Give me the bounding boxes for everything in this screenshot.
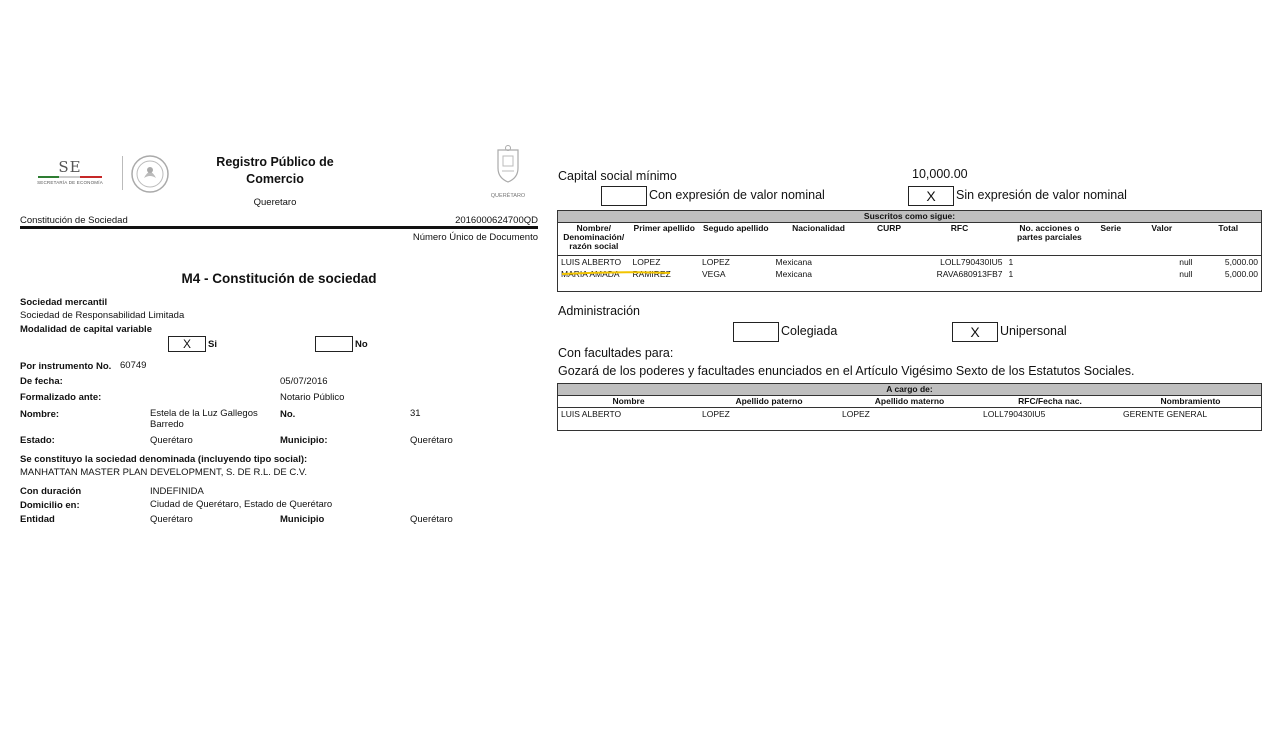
table-cell: Mexicana — [775, 269, 812, 279]
col-header: Valor — [1151, 223, 1173, 233]
notary-name-value: Estela de la Luz Gallegos Barredo — [150, 408, 258, 430]
table-cell: LOLL790430IU5 — [940, 257, 1003, 267]
capital-value: 10,000.00 — [912, 167, 968, 181]
se-logo-sub: SECRETARÍA DE ECONOMÍA — [37, 180, 103, 185]
table-row — [558, 408, 1261, 421]
constituted-label: Se constituyo la sociedad denominada (incluyendo tipo social): — [20, 454, 308, 465]
no-nominal-checkbox: X — [908, 186, 954, 206]
table-cell: 5,000.00 — [1224, 257, 1258, 267]
col-header: Nombre — [612, 396, 645, 406]
duration-label: Con duración — [20, 486, 82, 497]
table-cell: 5,000.00 — [1224, 269, 1258, 279]
in-charge-table — [557, 383, 1262, 431]
municipio2-value: Querétaro — [410, 514, 453, 525]
table-cell: LOLL790430IU5 — [983, 409, 1046, 419]
table-cell: RAVA680913FB7 — [936, 269, 1003, 279]
col-header: Serie — [1100, 223, 1122, 233]
subscribers-table — [557, 210, 1262, 292]
colegiada-label: Colegiada — [781, 324, 838, 338]
mercantile-value: Sociedad de Responsabilidad Limitada — [20, 310, 185, 321]
date-label: De fecha: — [20, 376, 63, 387]
notary-number-value: 31 — [410, 408, 421, 419]
col-header: Nombramiento — [1160, 396, 1221, 406]
queretaro-seal-label: QUERÉTARO — [490, 193, 526, 199]
entity-value: Querétaro — [150, 514, 193, 525]
se-logo-text: SE — [58, 158, 82, 176]
queretaro-seal-icon — [492, 144, 524, 188]
faculties-label: Con facultades para: — [558, 346, 674, 360]
highlight-underline — [560, 270, 672, 276]
si-label: Si — [208, 339, 217, 350]
col-header: Nombre/ Denominación/ razón social — [563, 223, 625, 251]
table-row — [558, 256, 1261, 269]
in-charge-header-row — [558, 396, 1261, 408]
nominal-checkbox — [601, 186, 647, 206]
table-cell: LOPEZ — [701, 257, 730, 267]
variable-capital-label: Modalidad de capital variable — [20, 324, 152, 335]
col-header: Nacionalidad — [792, 223, 845, 233]
table-cell: Mexicana — [775, 257, 812, 267]
subscribers-title: Suscritos como sigue: — [558, 211, 1261, 223]
unipersonal-checkbox: X — [952, 322, 998, 342]
table-cell: LOPEZ — [702, 409, 730, 419]
no-nominal-label: Sin expresión de valor nominal — [956, 188, 1127, 202]
col-header: Total — [1218, 223, 1239, 233]
table-cell: 1 — [1008, 269, 1014, 279]
estado-label: Estado: — [20, 435, 55, 446]
header-rule — [20, 226, 538, 229]
duration-value: INDEFINIDA — [150, 486, 204, 497]
in-charge-title: A cargo de: — [558, 384, 1261, 396]
table-cell: 1 — [1008, 257, 1014, 267]
notary-number-label: No. — [280, 409, 296, 420]
table-cell: null — [1179, 257, 1193, 267]
col-header: Primer apellido — [633, 223, 695, 233]
domicile-value: Ciudad de Querétaro, Estado de Querétaro — [150, 499, 333, 510]
colegiada-checkbox — [733, 322, 779, 342]
table-cell: MARIA AMADA — [561, 269, 620, 279]
nominal-label: Con expresión de valor nominal — [649, 188, 825, 202]
si-checkbox: X — [168, 336, 206, 352]
formalized-label: Formalizado ante: — [20, 392, 102, 403]
table-cell: RAMIREZ — [632, 269, 671, 279]
estado-value: Querétaro — [150, 435, 193, 446]
municipio-value: Querétaro — [410, 435, 453, 446]
subscribers-header-row — [558, 223, 1261, 256]
col-header: RFC — [950, 223, 969, 233]
no-checkbox — [315, 336, 353, 352]
instrument-label: Por instrumento No. — [20, 361, 112, 372]
faculties-value: Gozará de los poderes y facultades enunciados en el Artículo Vigésimo Sexto de los Estatutos Sociales. — [558, 364, 1135, 378]
col-header: Segudo apellido — [702, 223, 769, 233]
formalized-value: Notario Público — [280, 392, 345, 403]
table-cell: LOPEZ — [842, 409, 870, 419]
instrument-value: 60749 — [120, 360, 147, 371]
national-seal-icon — [130, 154, 170, 194]
table-cell — [865, 268, 914, 280]
table-cell: LUIS ALBERTO — [561, 257, 622, 267]
doc-number-label: Número Único de Documento — [412, 232, 538, 243]
table-cell: GERENTE GENERAL — [1123, 409, 1208, 419]
logo-divider — [122, 156, 123, 190]
date-value: 05/07/2016 — [280, 376, 328, 387]
col-header: No. acciones o partes parciales — [1017, 223, 1082, 242]
table-cell: VEGA — [701, 269, 726, 279]
table-cell: LOPEZ — [632, 257, 661, 267]
se-logo — [30, 158, 120, 192]
registry-state: Queretaro — [253, 197, 297, 208]
constituted-value: MANHATTAN MASTER PLAN DEVELOPMENT, S. DE R.L. DE C.V. — [20, 467, 307, 478]
domicile-label: Domicilio en: — [20, 500, 80, 511]
unipersonal-label: Unipersonal — [1000, 324, 1067, 338]
table-cell: null — [1179, 269, 1193, 279]
table-cell: LUIS ALBERTO — [561, 409, 622, 419]
doc-number: 2016000624700QD — [455, 215, 538, 226]
admin-label: Administración — [558, 304, 640, 318]
entity-label: Entidad — [20, 514, 55, 525]
col-header: Apellido materno — [874, 396, 945, 406]
col-header: RFC/Fecha nac. — [1018, 396, 1082, 406]
municipio2-label: Municipio — [280, 514, 325, 525]
registry-title: Registro Público de Comercio — [216, 155, 334, 186]
table-cell — [1093, 256, 1128, 269]
doc-type: Constitución de Sociedad — [20, 215, 128, 226]
mercantile-label: Sociedad mercantil — [20, 297, 108, 308]
no-label: No — [355, 339, 368, 350]
municipio-label: Municipio: — [280, 435, 328, 446]
capital-label: Capital social mínimo — [558, 169, 677, 183]
col-header: CURP — [876, 223, 902, 233]
table-cell — [1093, 268, 1128, 280]
notary-name-label: Nombre: — [20, 409, 60, 420]
page-title: M4 - Constitución de sociedad — [181, 271, 377, 286]
col-header: Apellido paterno — [735, 396, 803, 406]
table-cell — [865, 256, 914, 269]
